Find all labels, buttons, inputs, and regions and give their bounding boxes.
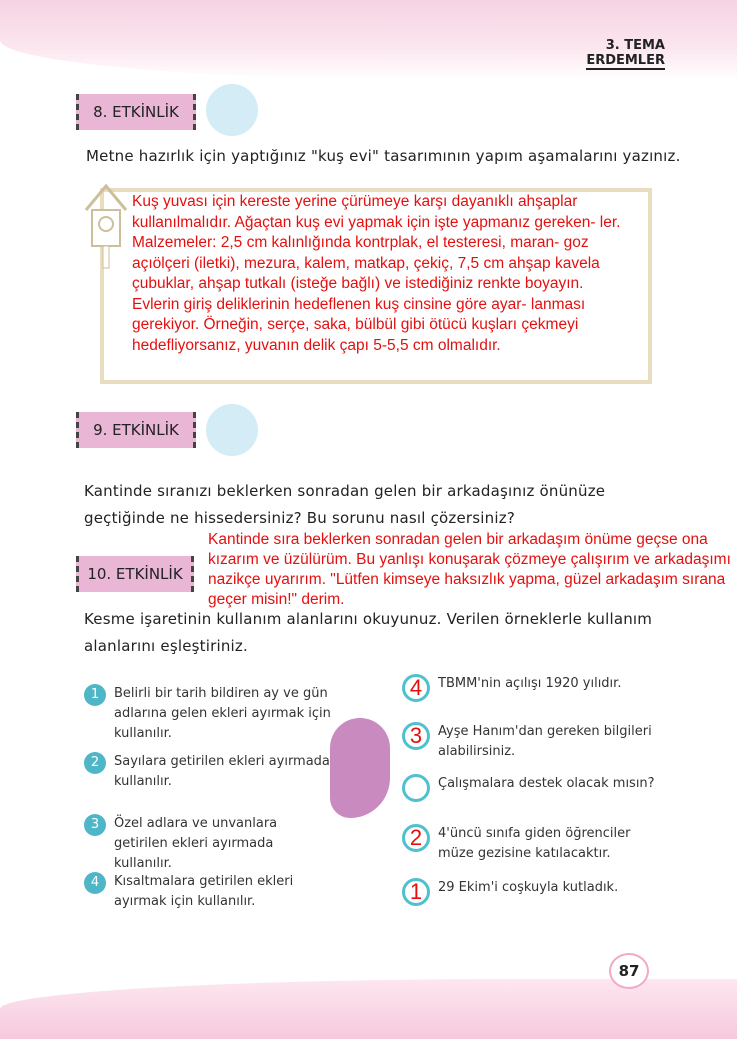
usage-text: Kısaltmalara getirilen ekleri ayırmak için kullanılır. [114,874,294,909]
activity-9-answer: Kantinde sıra beklerken sonradan gelen bir arkadaşım önüme geçse ona kızarım ve üzülürüm. Bu yanlışı konuşarak çözmeye çalışırım ve arkadaşımı nazikçe uyarırım. "Lütfen kimseye haksızlık yapma, güzel arkadaşım sırana geçer misin!" derim. [208,531,731,608]
activity-10-question: Kesme işaretinin kullanım alanlarını okuyunuz. Verilen örneklerle kullanım alanlarını eşleştiriniz. [84,610,653,655]
example-item[interactable] [402,824,662,878]
birdhouse-icon [82,180,130,270]
answer-circle[interactable] [402,774,430,802]
example-item[interactable] [402,722,662,774]
apostrophe-mascot [330,718,390,818]
activity-8-question: Metne hazırlık için yaptığınız "kuş evi" tasarımının yapım aşamalarını yazınız. [86,147,681,165]
usage-text: Belirli bir tarih bildiren ay ve gün adlarına gelen ekleri ayırmak için kullanılır. [114,686,331,741]
usage-number: 1 [84,684,106,706]
example-text: Ayşe Hanım'dan gereken bilgileri alabilirsiniz. [438,724,652,759]
girl-illustration [206,84,258,136]
theme-name: ERDEMLER [586,53,665,68]
example-item[interactable] [402,774,662,824]
usage-number: 4 [84,872,106,894]
answer-circle[interactable]: 3 [402,722,430,750]
usage-list [84,684,334,912]
usage-item [84,752,334,814]
activity-10-label: 10. ETKİNLİK [76,556,194,592]
usage-item [84,814,334,872]
activity-9-question: Kantinde sıranızı beklerken sonradan gelen bir arkadaşınız önünüze geçtiğinde ne hissedersiniz? Bu sorunu nasıl çözersiniz? [84,482,606,527]
theme-label [586,38,665,70]
answer-circle[interactable]: 2 [402,824,430,852]
usage-text: Özel adlara ve unvanlara getirilen ekleri ayırmada kullanılır. [114,816,278,871]
example-text: TBMM'nin açılışı 1920 yılıdır. [438,676,622,691]
usage-text: Sayılara getirilen ekleri ayırmada kullanılır. [114,754,330,789]
activity-8-answer: Kuş yuvası için kereste yerine çürümeye karşı dayanıklı ahşaplar kullanılmalıdır. Ağaçtan kuş evi yapmak için işte yapmanız gereken- ler. Malzemeler: 2,5 cm kalınlığında kontrplak, el testeresi, maran- goz açıölçeri (iletki), mezura, kalem, matkap, çekiç, 7,5 cm ahşap kavela çubuklar, ahşap tutkalı (isteğe bağlı) ve istediğiniz renkte boyayın. Evlerin giriş deliklerinin hedeflenen kuş cinsine göre ayar- lanması gerekiyor. Örneğin, serçe, saka, bülbül gibi ötücü kuşları çekmeyi hedefliyorsanız, yuvanın delik çapı 5-5,5 cm olmalıdır. [132,193,621,354]
usage-item [84,684,334,752]
example-item[interactable] [402,878,662,906]
example-text: 29 Ekim'i coşkuyla kutladık. [438,880,619,895]
usage-number: 2 [84,752,106,774]
answer-circle[interactable]: 4 [402,674,430,702]
theme-number: 3. TEMA [605,38,665,53]
example-text: 4'üncü sınıfa giden öğrenciler müze gezisine katılacaktır. [438,826,631,861]
boy-illustration [206,404,258,456]
activity-8-label: 8. ETKİNLİK [76,94,196,130]
activity-9-label: 9. ETKİNLİK [76,412,196,448]
usage-item [84,872,334,912]
answer-circle[interactable]: 1 [402,878,430,906]
example-list [402,674,662,906]
example-text: Çalışmalara destek olacak mısın? [438,776,655,791]
example-item[interactable] [402,674,662,722]
page-number: 87 [609,953,649,989]
usage-number: 3 [84,814,106,836]
